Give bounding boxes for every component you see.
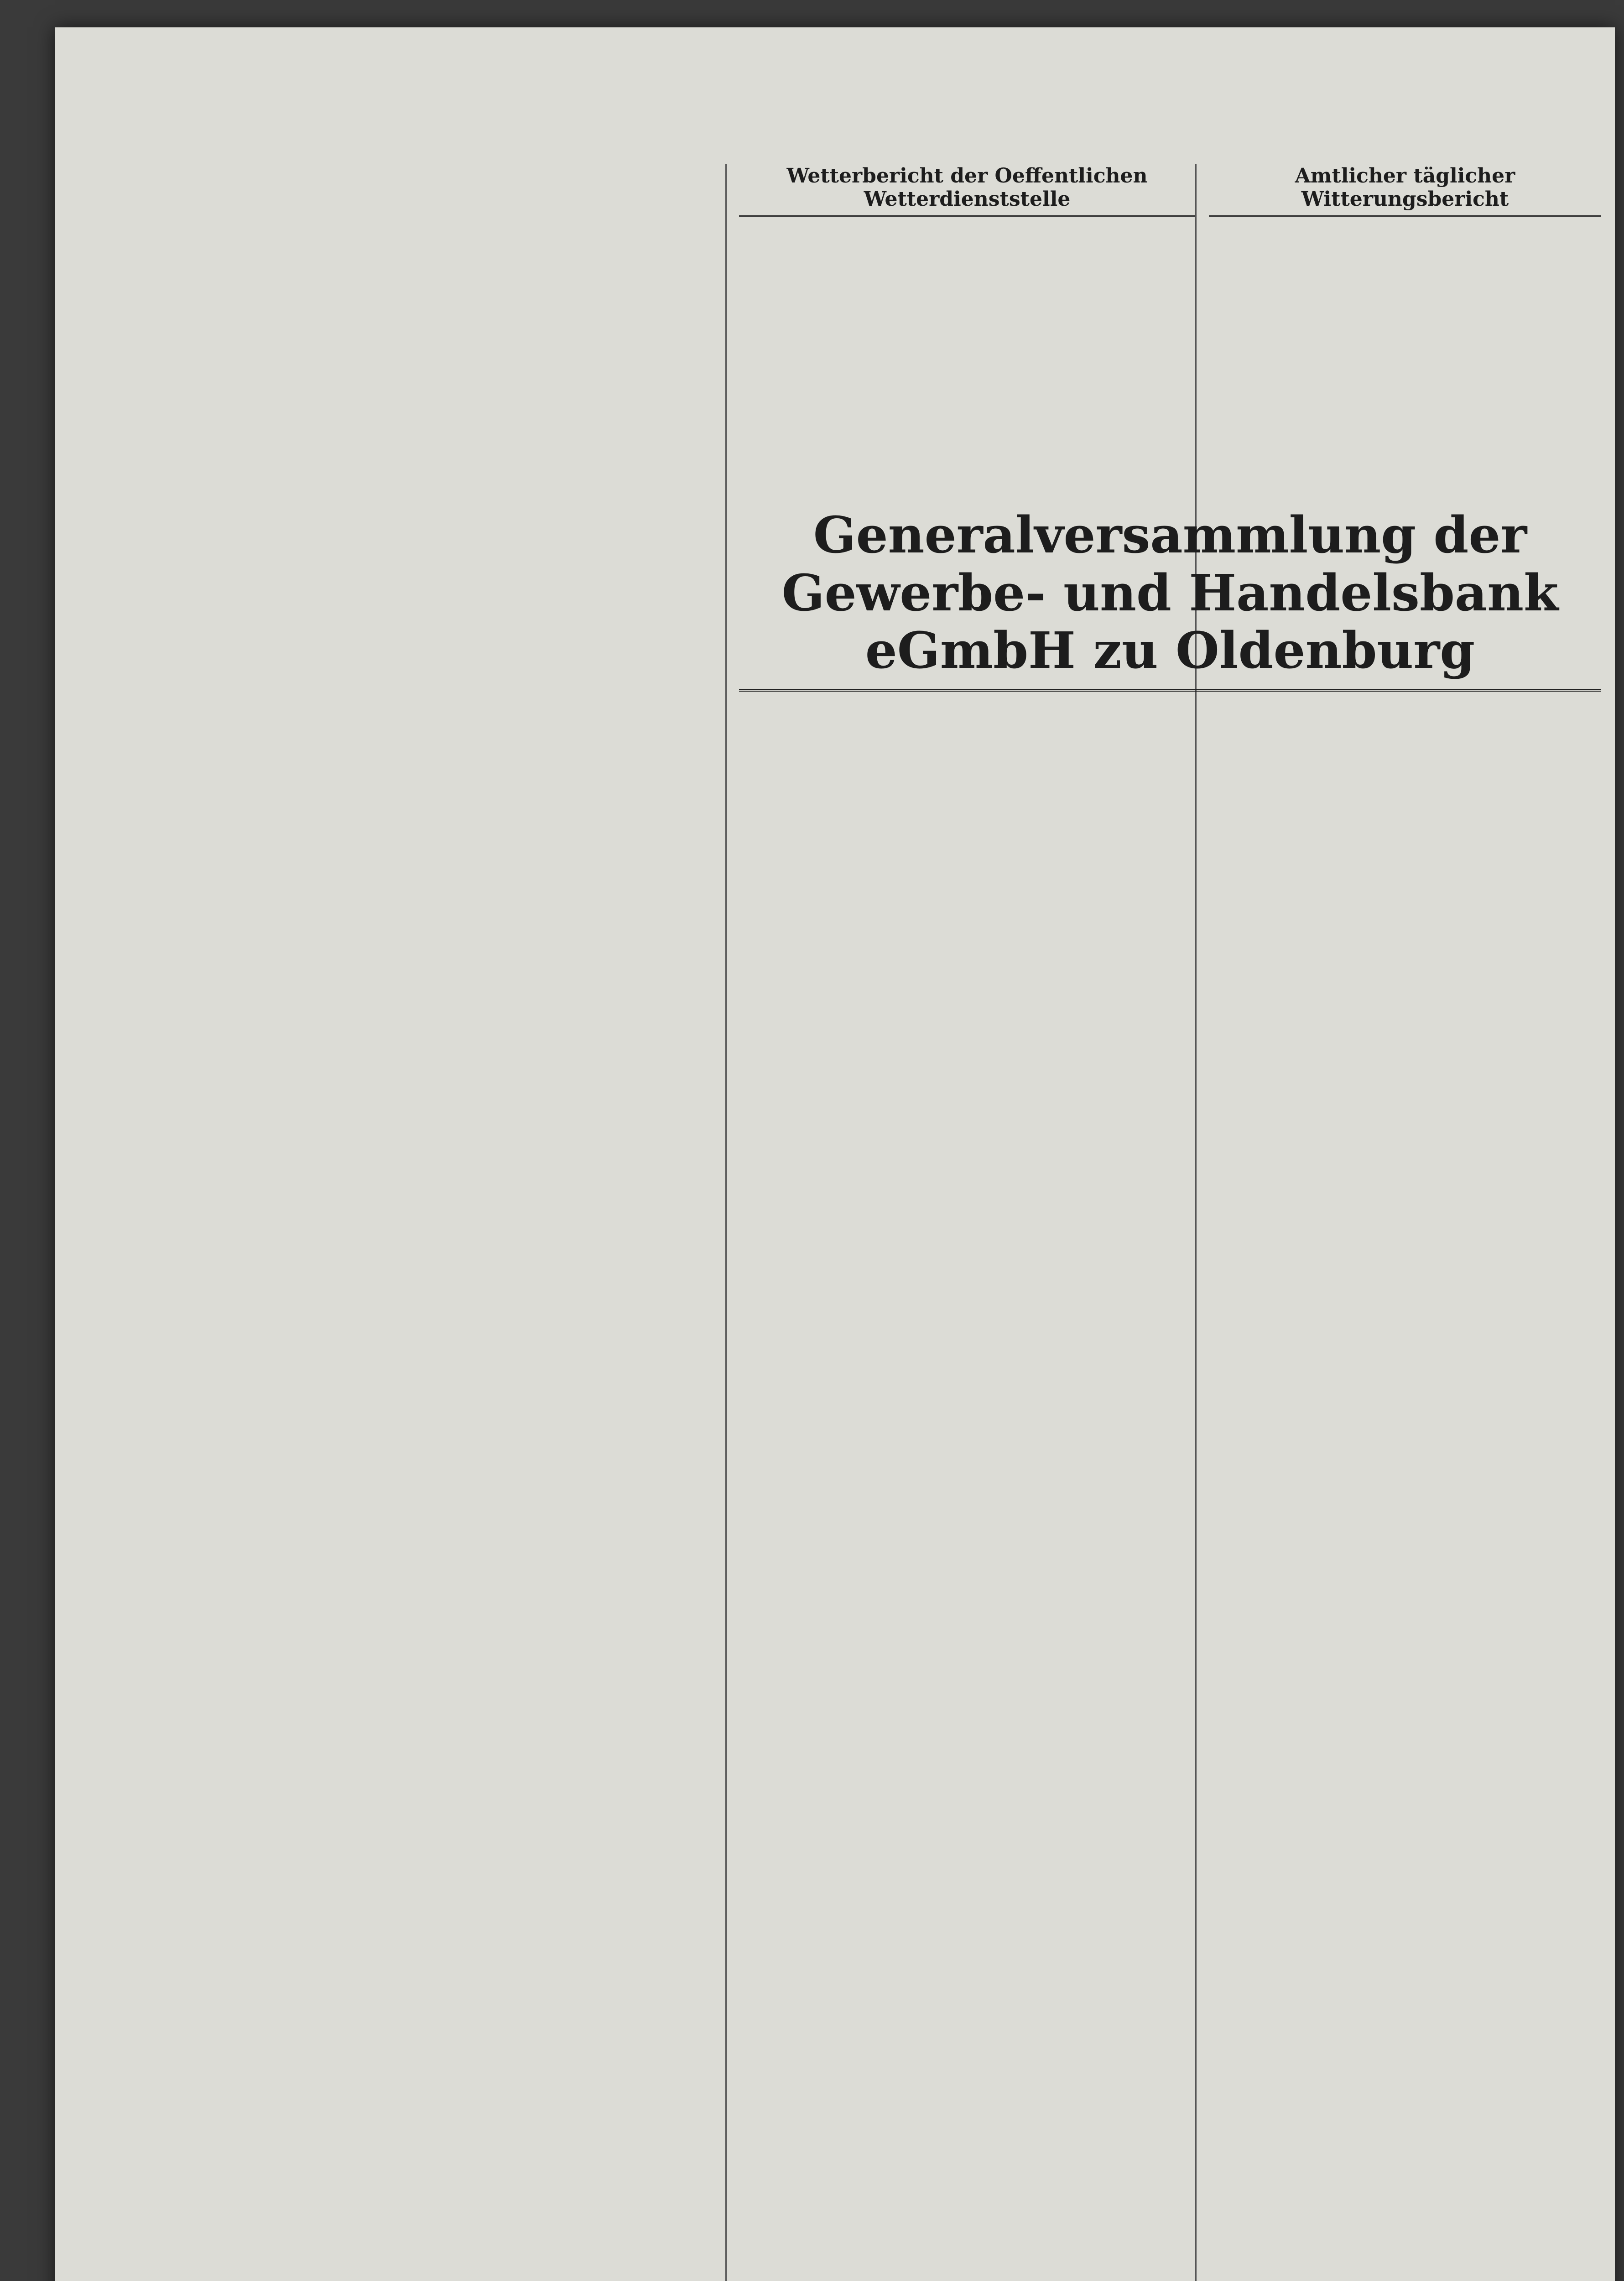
column-right — [1209, 164, 1601, 2281]
newspaper-page — [55, 27, 1615, 2281]
weather-report-right-title: Amtlicher täglicher Witterungsbericht — [1209, 164, 1601, 217]
column-middle — [739, 164, 1197, 2281]
column-left — [78, 164, 727, 2281]
weather-report-left-title: Wetterbericht der Oeffentlichen Wetterdienststelle — [739, 164, 1195, 217]
main-headline: Generalversammlung der Gewerbe- und Handelsbank eGmbH zu Oldenburg — [739, 506, 1601, 692]
